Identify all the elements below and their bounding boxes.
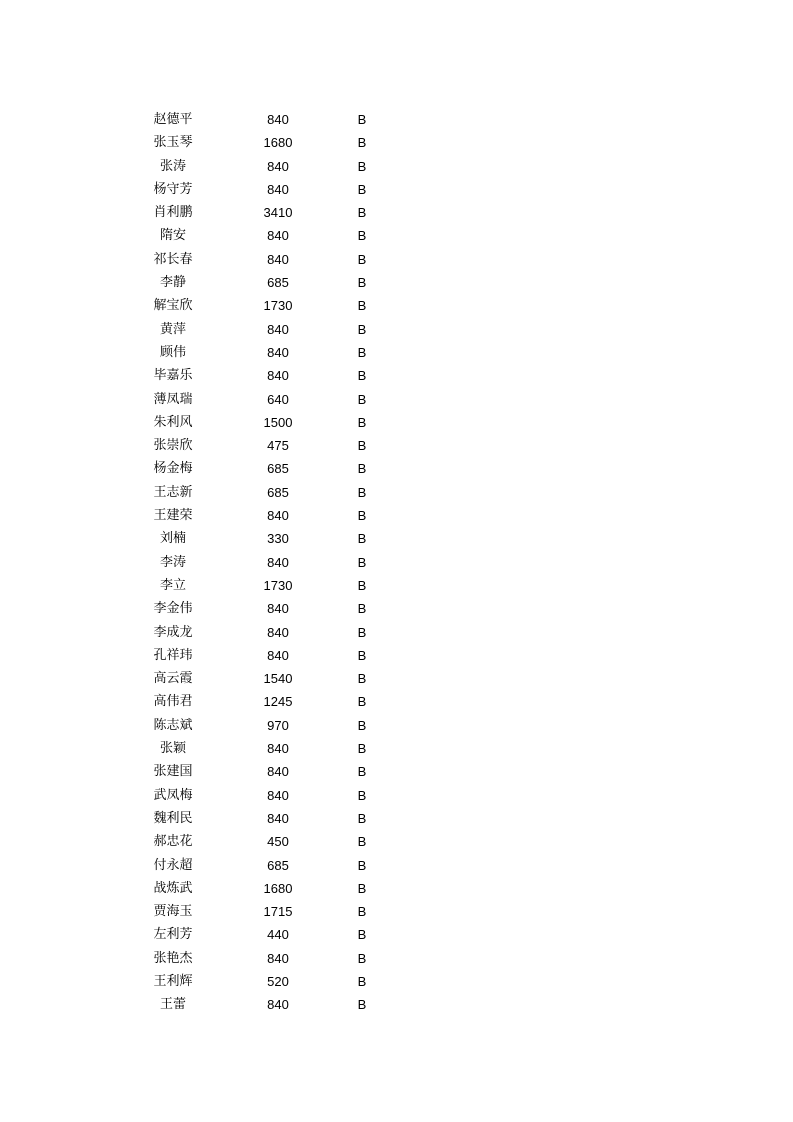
grade-cell: B — [357, 344, 367, 360]
grade-cell: B — [357, 834, 367, 850]
amount-cell: 1500 — [263, 414, 293, 430]
grade-cell: B — [357, 601, 367, 617]
name-cell: 毕嘉乐 — [153, 368, 193, 384]
amount-cell: 685 — [267, 275, 289, 291]
table-row — [0, 970, 793, 993]
table-row — [0, 178, 793, 201]
grade-cell: B — [357, 414, 367, 430]
table-row — [0, 830, 793, 853]
amount-cell: 840 — [267, 344, 289, 360]
grade-cell: B — [357, 624, 367, 640]
table-row — [0, 551, 793, 574]
name-cell: 高云霞 — [153, 671, 193, 687]
name-cell: 李涛 — [159, 554, 186, 570]
grade-cell: B — [357, 112, 367, 127]
grade-cell: B — [357, 810, 367, 826]
grade-cell: B — [357, 251, 367, 267]
table-row — [0, 364, 793, 387]
name-cell: 李静 — [159, 275, 186, 291]
grade-cell: B — [357, 438, 367, 454]
amount-cell: 450 — [267, 834, 289, 850]
name-cell: 张艳杰 — [153, 950, 193, 966]
amount-cell: 640 — [267, 391, 289, 407]
table-row — [0, 597, 793, 620]
table-row — [0, 621, 793, 644]
name-cell: 黄萍 — [159, 321, 186, 337]
amount-cell: 840 — [267, 554, 289, 570]
name-cell: 李立 — [159, 577, 186, 593]
name-cell: 郝忠花 — [153, 834, 193, 850]
table-row — [0, 947, 793, 970]
grade-cell: B — [357, 880, 367, 896]
table-row — [0, 854, 793, 877]
table-row — [0, 271, 793, 294]
amount-cell: 840 — [267, 764, 289, 780]
amount-cell: 1715 — [263, 904, 293, 920]
grade-cell: B — [357, 321, 367, 337]
table-row — [0, 784, 793, 807]
name-cell: 孔祥玮 — [153, 647, 193, 663]
amount-cell: 840 — [267, 112, 289, 127]
table-row — [0, 574, 793, 597]
name-cell: 张崇欣 — [153, 438, 193, 454]
grade-cell: B — [357, 391, 367, 407]
grade-cell: B — [357, 181, 367, 197]
name-cell: 隋安 — [159, 228, 186, 244]
grade-cell: B — [357, 484, 367, 500]
table-row — [0, 714, 793, 737]
grade-cell: B — [357, 577, 367, 593]
grade-cell: B — [357, 647, 367, 663]
name-cell: 王志新 — [153, 484, 193, 500]
name-cell: 杨金梅 — [153, 461, 193, 477]
name-cell: 祁长春 — [153, 251, 193, 267]
grade-cell: B — [357, 997, 367, 1013]
table-row — [0, 481, 793, 504]
grade-cell: B — [357, 717, 367, 733]
grade-cell: B — [357, 554, 367, 570]
table-row — [0, 294, 793, 317]
amount-cell: 840 — [267, 321, 289, 337]
data-table — [0, 108, 793, 1017]
name-cell: 朱利风 — [153, 414, 193, 430]
table-row — [0, 667, 793, 690]
amount-cell: 840 — [267, 647, 289, 663]
table-row — [0, 900, 793, 923]
amount-cell: 1680 — [263, 135, 293, 151]
grade-cell: B — [357, 787, 367, 803]
name-cell: 贾海玉 — [153, 904, 193, 920]
name-cell: 高伟君 — [153, 694, 193, 710]
amount-cell: 1730 — [263, 577, 293, 593]
name-cell: 王利辉 — [153, 973, 193, 989]
name-cell: 王蕾 — [159, 997, 186, 1013]
grade-cell: B — [357, 950, 367, 966]
amount-cell: 840 — [267, 787, 289, 803]
grade-cell: B — [357, 764, 367, 780]
name-cell: 张玉琴 — [153, 135, 193, 151]
table-row — [0, 504, 793, 527]
name-cell: 张建国 — [153, 764, 193, 780]
amount-cell: 840 — [267, 251, 289, 267]
grade-cell: B — [357, 508, 367, 524]
amount-cell: 840 — [267, 950, 289, 966]
name-cell: 杨守芳 — [153, 181, 193, 197]
amount-cell: 840 — [267, 624, 289, 640]
amount-cell: 475 — [267, 438, 289, 454]
table-row — [0, 434, 793, 457]
amount-cell: 840 — [267, 158, 289, 174]
table-row — [0, 737, 793, 760]
amount-cell: 970 — [267, 717, 289, 733]
name-cell: 魏利民 — [153, 810, 193, 826]
name-cell: 武凤梅 — [153, 787, 193, 803]
name-cell: 王建荣 — [153, 508, 193, 524]
table-row — [0, 807, 793, 830]
amount-cell: 840 — [267, 181, 289, 197]
table-row — [0, 155, 793, 178]
grade-cell: B — [357, 205, 367, 221]
grade-cell: B — [357, 973, 367, 989]
amount-cell: 520 — [267, 973, 289, 989]
amount-cell: 840 — [267, 228, 289, 244]
amount-cell: 840 — [267, 810, 289, 826]
grade-cell: B — [357, 927, 367, 943]
table-row — [0, 760, 793, 783]
table-row — [0, 201, 793, 224]
amount-cell: 3410 — [263, 205, 293, 221]
amount-cell: 840 — [267, 368, 289, 384]
table-row — [0, 877, 793, 900]
grade-cell: B — [357, 671, 367, 687]
amount-cell: 330 — [267, 531, 289, 547]
name-cell: 肖利鹏 — [153, 205, 193, 221]
grade-cell: B — [357, 158, 367, 174]
amount-cell: 840 — [267, 997, 289, 1013]
name-cell: 李金伟 — [153, 601, 193, 617]
table-row — [0, 388, 793, 411]
table-row — [0, 248, 793, 271]
grade-cell: B — [357, 135, 367, 151]
grade-cell: B — [357, 368, 367, 384]
amount-cell: 1730 — [263, 298, 293, 314]
amount-cell: 1245 — [263, 694, 293, 710]
table-row — [0, 457, 793, 480]
table-row — [0, 923, 793, 946]
table-row — [0, 131, 793, 154]
table-row — [0, 224, 793, 247]
grade-cell: B — [357, 531, 367, 547]
name-cell: 赵德平 — [153, 112, 193, 127]
name-cell: 刘楠 — [159, 531, 186, 547]
amount-cell: 685 — [267, 461, 289, 477]
amount-cell: 840 — [267, 741, 289, 757]
table-row — [0, 644, 793, 667]
name-cell: 张颖 — [159, 741, 186, 757]
table-row — [0, 108, 793, 131]
name-cell: 顾伟 — [159, 344, 186, 360]
amount-cell: 685 — [267, 857, 289, 873]
table-row — [0, 993, 793, 1016]
name-cell: 付永超 — [153, 857, 193, 873]
name-cell: 张涛 — [159, 158, 186, 174]
grade-cell: B — [357, 857, 367, 873]
table-row — [0, 341, 793, 364]
grade-cell: B — [357, 275, 367, 291]
name-cell: 陈志斌 — [153, 717, 193, 733]
table-row — [0, 318, 793, 341]
name-cell: 战炼武 — [153, 880, 193, 896]
name-cell: 李成龙 — [153, 624, 193, 640]
grade-cell: B — [357, 228, 367, 244]
grade-cell: B — [357, 741, 367, 757]
grade-cell: B — [357, 298, 367, 314]
amount-cell: 685 — [267, 484, 289, 500]
grade-cell: B — [357, 461, 367, 477]
table-row — [0, 527, 793, 550]
amount-cell: 440 — [267, 927, 289, 943]
table-row — [0, 690, 793, 713]
name-cell: 薄凤瑞 — [153, 391, 193, 407]
amount-cell: 1680 — [263, 880, 293, 896]
grade-cell: B — [357, 904, 367, 920]
amount-cell: 840 — [267, 508, 289, 524]
name-cell: 解宝欣 — [153, 298, 193, 314]
name-cell: 左利芳 — [153, 927, 193, 943]
amount-cell: 840 — [267, 601, 289, 617]
grade-cell: B — [357, 694, 367, 710]
table-row — [0, 411, 793, 434]
amount-cell: 1540 — [263, 671, 293, 687]
